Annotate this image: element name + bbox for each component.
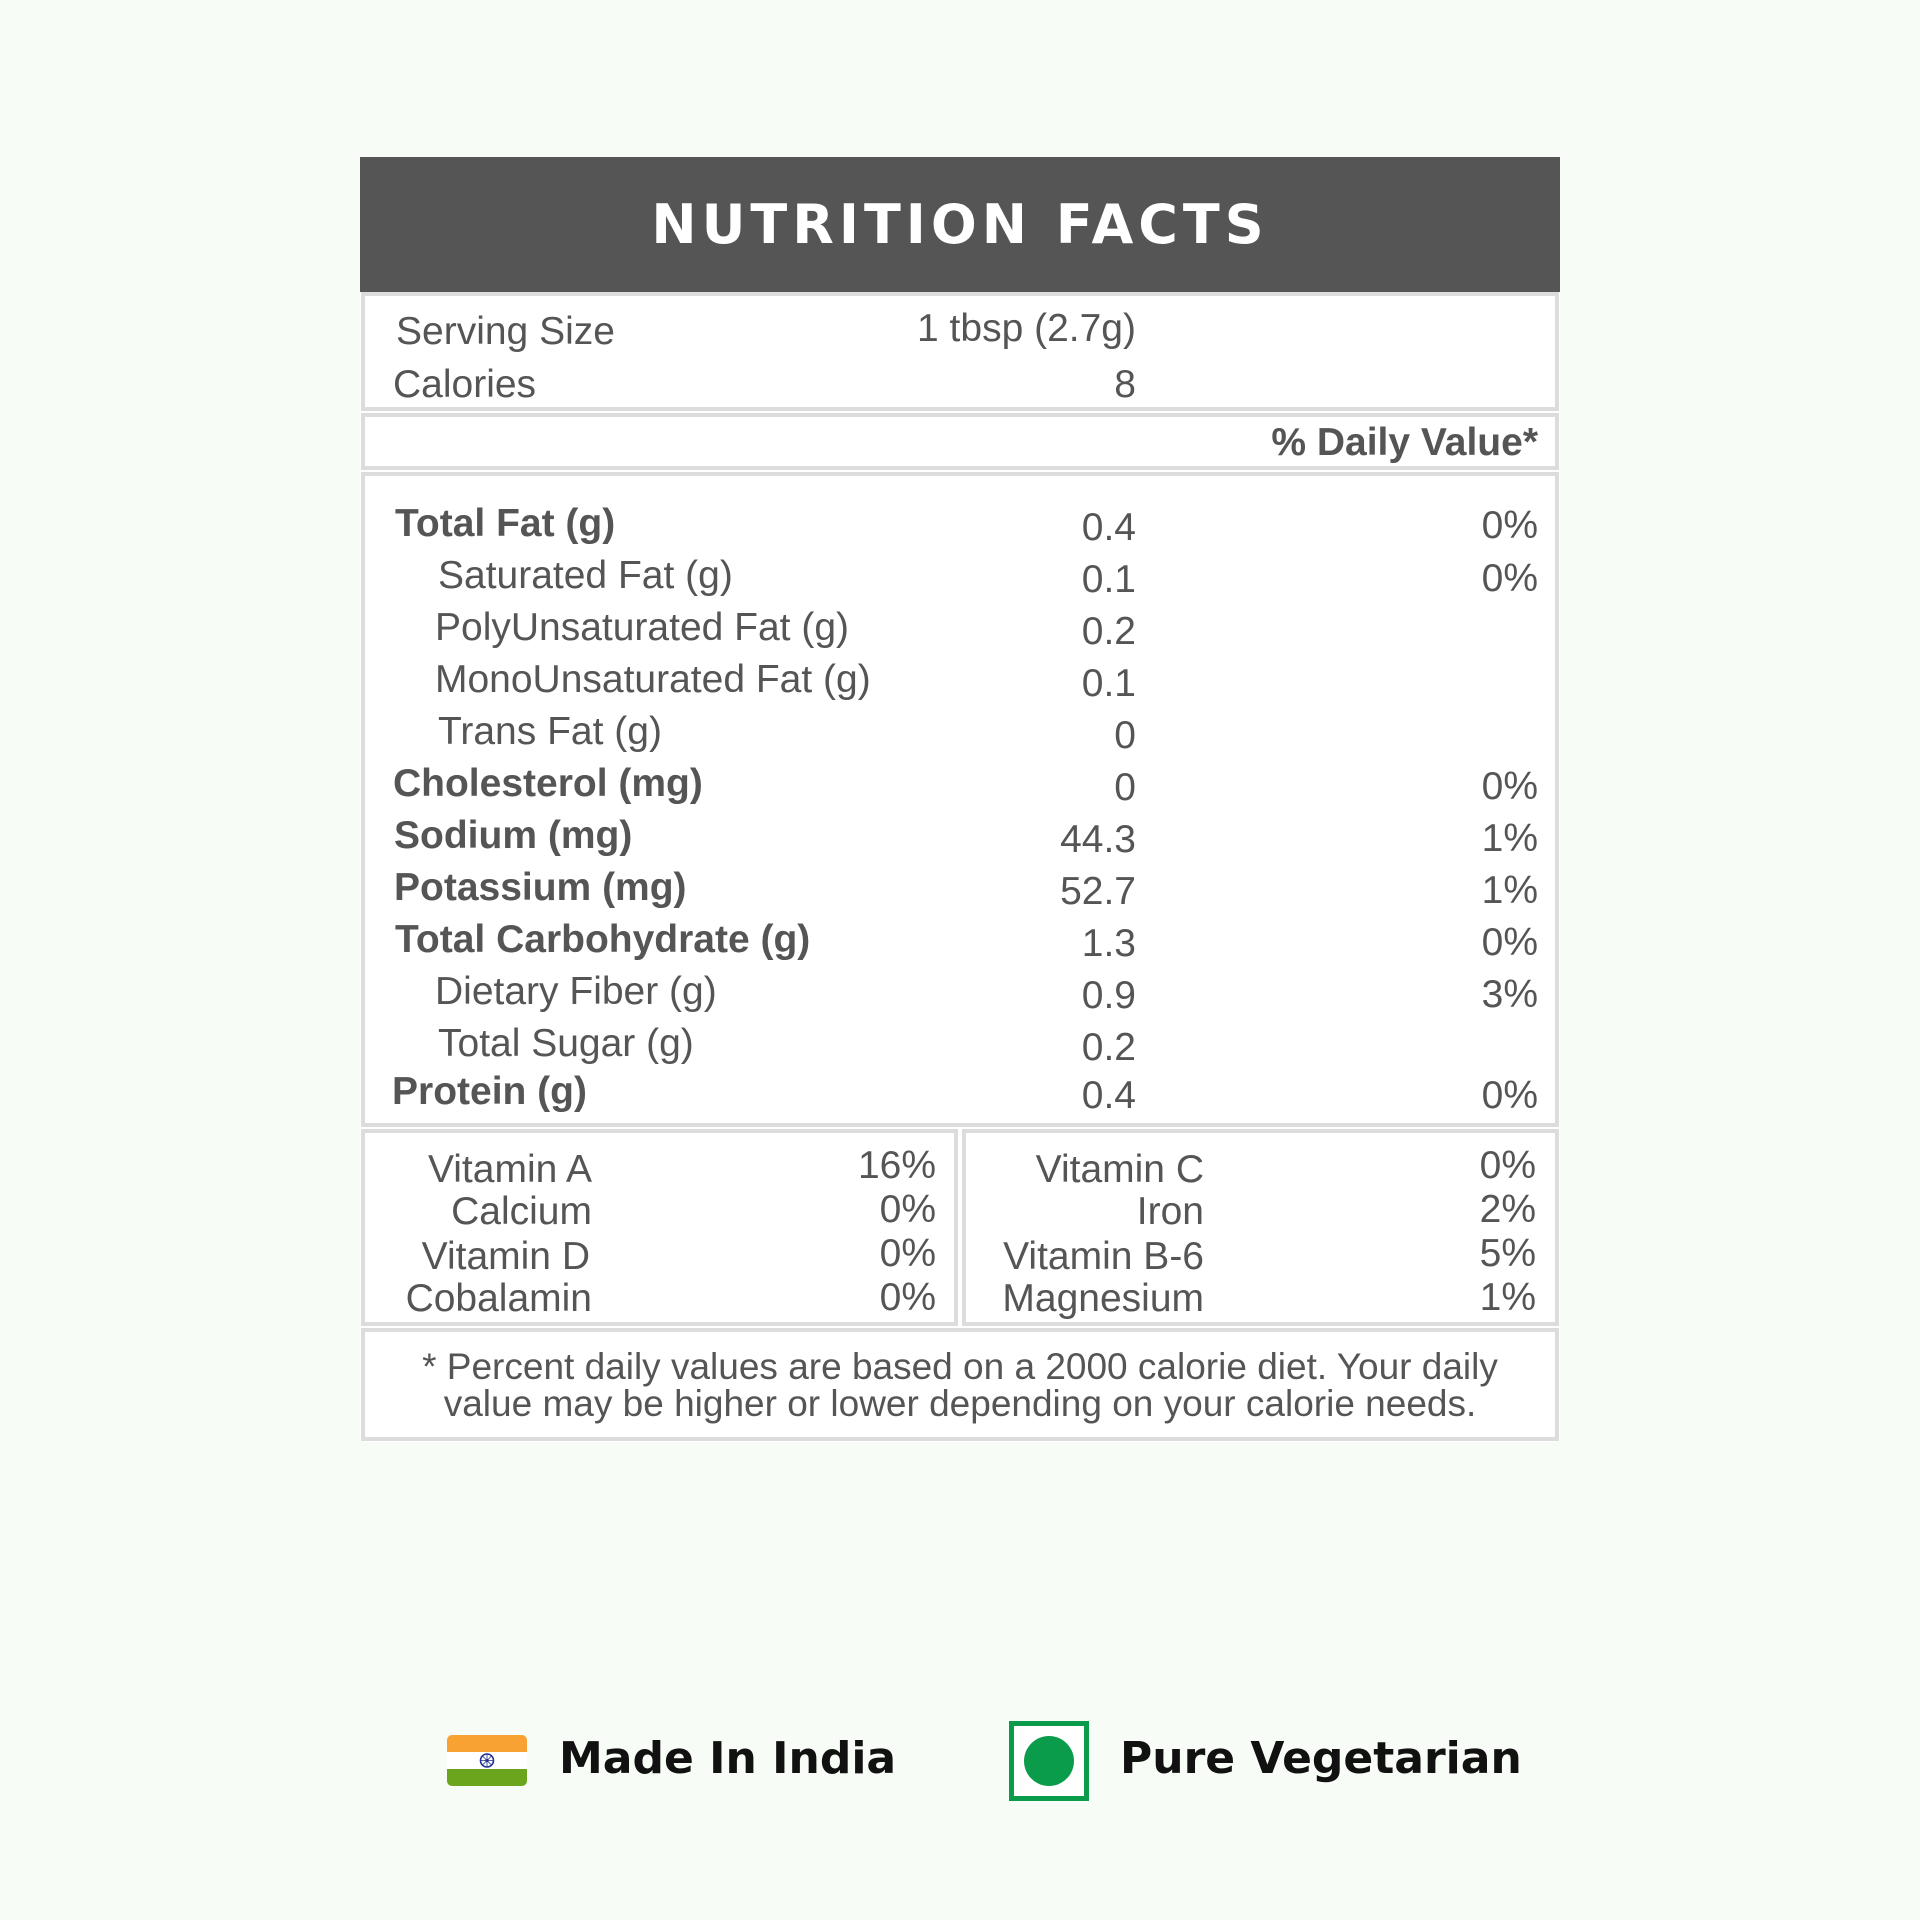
nutrient-label: Dietary Fiber (g) xyxy=(435,970,717,1013)
vitamin-label: Vitamin D xyxy=(421,1235,590,1278)
vitamin-value: 16% xyxy=(857,1144,936,1187)
vitamin-value: 0% xyxy=(879,1276,936,1319)
vitamin-label: Vitamin A xyxy=(427,1148,592,1191)
nutrient-amount: 0.9 xyxy=(1081,974,1136,1017)
nutrient-dv: 3% xyxy=(1481,973,1538,1016)
vitamin-value: 0% xyxy=(879,1188,936,1231)
nutrient-amount: 0.2 xyxy=(1081,610,1136,653)
vitamin-label: Calcium xyxy=(451,1190,592,1233)
nutrient-label: Cholesterol (mg) xyxy=(393,762,703,805)
nutrient-dv: 1% xyxy=(1481,869,1538,912)
pure-vegetarian-label: Pure Vegetarian xyxy=(1120,1733,1522,1784)
vitamin-value: 5% xyxy=(1479,1232,1536,1275)
nutrient-dv: 0% xyxy=(1481,921,1538,964)
vitamin-value: 0% xyxy=(879,1232,936,1275)
nutrient-label: Saturated Fat (g) xyxy=(438,554,733,597)
nutrient-dv: 0% xyxy=(1481,557,1538,600)
nutrient-dv: 0% xyxy=(1481,765,1538,808)
nutrient-dv: 0% xyxy=(1481,504,1538,547)
vitamin-label: Vitamin B-6 xyxy=(1003,1235,1204,1278)
vitamin-value: 1% xyxy=(1479,1276,1536,1319)
nutrient-amount: 0.4 xyxy=(1081,506,1136,549)
vitamin-label: Cobalamin xyxy=(405,1277,592,1320)
nutrient-dv: 0% xyxy=(1481,1074,1538,1117)
nutrient-label: Trans Fat (g) xyxy=(438,710,662,753)
nutrient-amount: 1.3 xyxy=(1081,922,1136,965)
vitamin-label: Vitamin C xyxy=(1035,1148,1204,1191)
vitamin-value: 2% xyxy=(1479,1188,1536,1231)
nutrient-amount: 0.4 xyxy=(1081,1074,1136,1117)
veg-mark-icon xyxy=(1009,1721,1089,1801)
vitamin-value: 0% xyxy=(1479,1144,1536,1187)
made-in-india-label: Made In India xyxy=(559,1733,897,1784)
nutrient-dv: 1% xyxy=(1481,817,1538,860)
calories-value: 8 xyxy=(1114,363,1136,406)
nutrient-amount: 0 xyxy=(1114,766,1136,809)
nutrient-label: Potassium (mg) xyxy=(394,866,687,909)
top-band xyxy=(0,0,1920,155)
nutrient-amount: 0.1 xyxy=(1081,662,1136,705)
nutrient-label: Total Carbohydrate (g) xyxy=(395,918,811,961)
vitamin-label: Iron xyxy=(1136,1190,1204,1233)
vitamin-label: Magnesium xyxy=(1002,1277,1204,1320)
nutrient-amount: 0.2 xyxy=(1081,1026,1136,1069)
nutrient-amount: 44.3 xyxy=(1060,818,1136,861)
nutrient-label: Total Sugar (g) xyxy=(438,1022,694,1065)
nutrient-amount: 0.1 xyxy=(1081,558,1136,601)
nutrient-label: MonoUnsaturated Fat (g) xyxy=(435,658,871,701)
india-flag-icon xyxy=(447,1735,527,1786)
nutrient-label: PolyUnsaturated Fat (g) xyxy=(435,606,850,649)
nutrient-amount: 52.7 xyxy=(1060,870,1136,913)
serving-size-value: 1 tbsp (2.7g) xyxy=(917,307,1136,350)
footnote-line-1: * Percent daily values are based on a 2000 calorie diet. Your daily xyxy=(422,1346,1498,1387)
footnote-line-2: value may be higher or lower depending on your calorie needs. xyxy=(443,1383,1477,1424)
nutrient-amount: 0 xyxy=(1114,714,1136,757)
daily-value-header: % Daily Value* xyxy=(1271,421,1538,464)
nutrient-label: Protein (g) xyxy=(392,1070,587,1113)
nutrient-label: Sodium (mg) xyxy=(394,814,633,857)
calories-label: Calories xyxy=(393,363,537,406)
nutrient-label: Total Fat (g) xyxy=(395,502,616,545)
serving-size-label: Serving Size xyxy=(396,310,615,353)
nutrition-facts-title: NUTRITION FACTS xyxy=(360,157,1560,292)
